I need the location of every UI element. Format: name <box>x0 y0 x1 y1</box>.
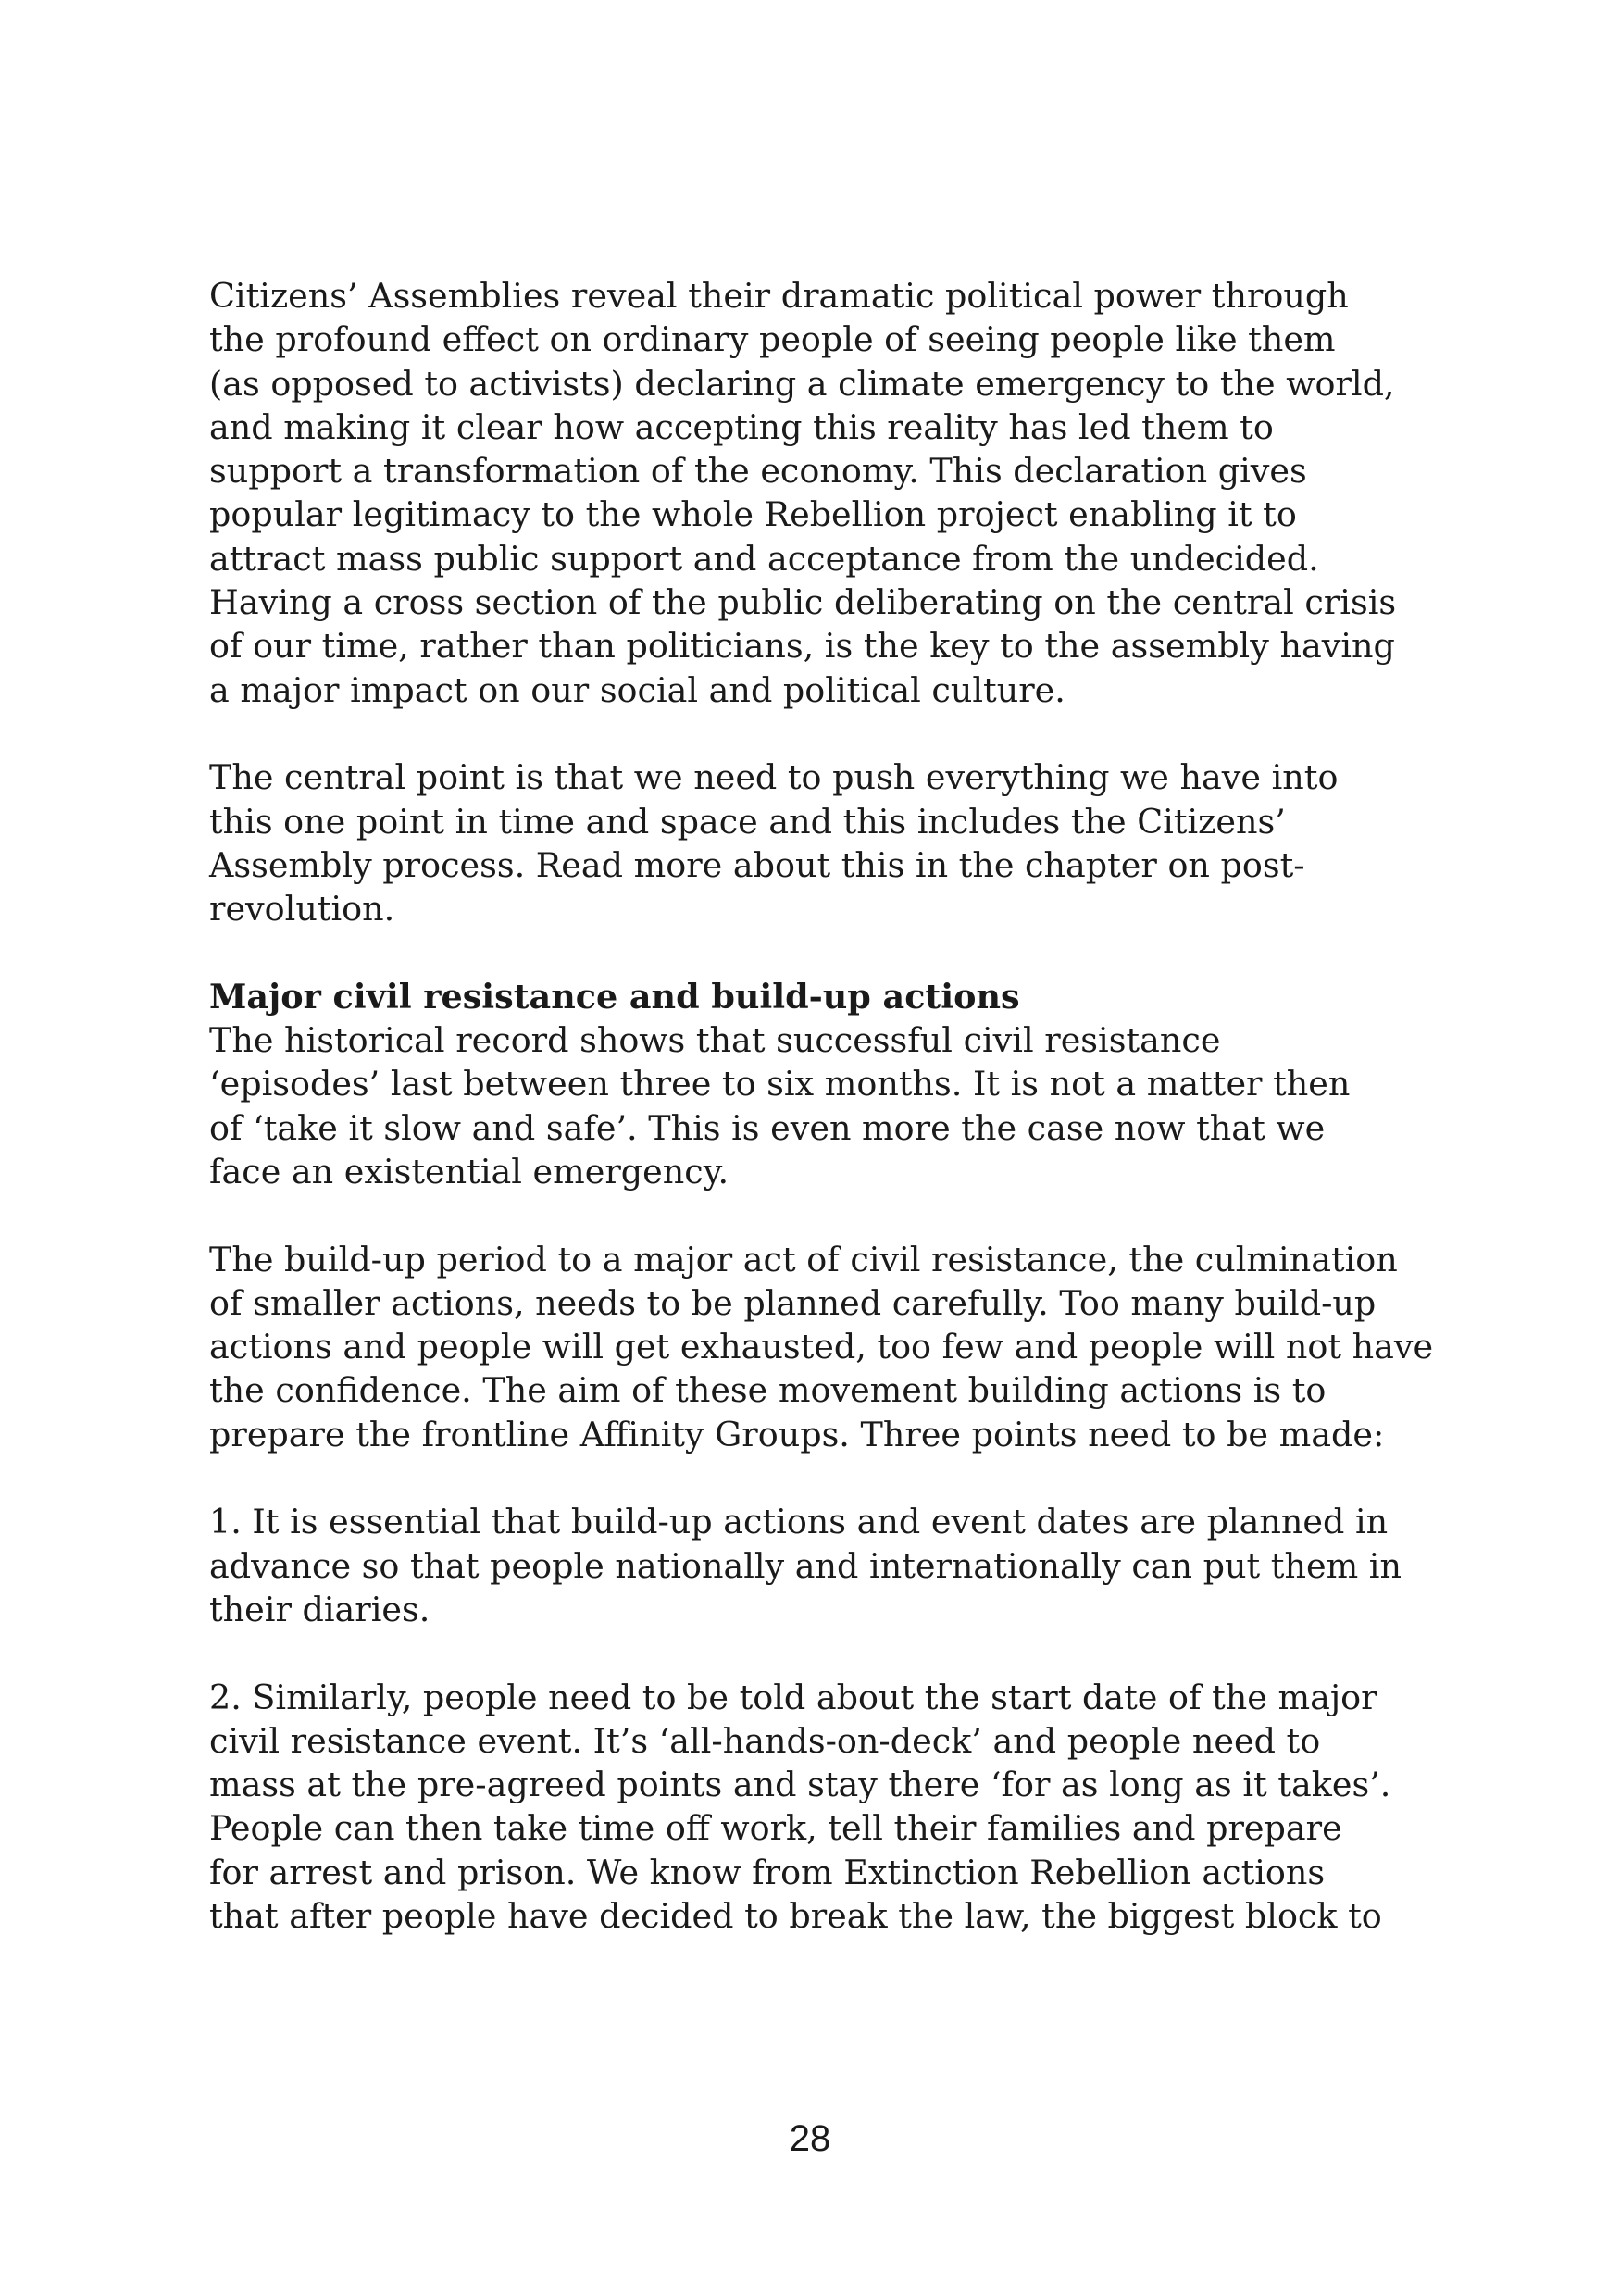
text-line: ‘episodes’ last between three to six months. It is not a matter then <box>209 1064 1351 1104</box>
text-line: and making it clear how accepting this reality has led them to <box>209 406 1274 447</box>
paragraph-central-point <box>209 755 1450 930</box>
text-line: the confidence. The aim of these movement building actions is to <box>209 1370 1327 1411</box>
paragraph-citizens-assemblies <box>209 274 1450 712</box>
text-line: Assembly process. Read more about this in the chapter on post- <box>209 844 1305 885</box>
section-heading: Major civil resistance and build-up actions <box>209 976 1020 1017</box>
text-line: mass at the pre-agreed points and stay there ‘for as long as it takes’. <box>209 1765 1391 1805</box>
text-line: (as opposed to activists) declaring a climate emergency to the world, <box>209 363 1395 404</box>
list-item-1 <box>209 1500 1450 1631</box>
text-line: this one point in time and space and this includes the Citizens’ <box>209 801 1286 842</box>
body-text <box>209 274 1450 1982</box>
text-line: People can then take time off work, tell their families and prepare <box>209 1808 1342 1849</box>
text-line: for arrest and prison. We know from Extinction Rebellion actions <box>209 1852 1326 1892</box>
text-line: 1. It is essential that build-up actions and event dates are planned in <box>209 1502 1389 1542</box>
paragraph-build-up-period <box>209 1238 1450 1456</box>
text-line: civil resistance event. It’s ‘all-hands-on-deck’ and people need to <box>209 1720 1321 1761</box>
text-line: a major impact on our social and political culture. <box>209 669 1065 710</box>
text-line: attract mass public support and acceptance from the undecided. <box>209 538 1319 579</box>
text-line: their diaries. <box>209 1589 430 1629</box>
text-line: The build-up period to a major act of civil resistance, the culmination <box>209 1239 1398 1279</box>
text-line: The central point is that we need to push everything we have into <box>209 757 1339 798</box>
text-line: of ‘take it slow and safe’. This is even more the case now that we <box>209 1107 1326 1148</box>
text-line: The historical record shows that successful civil resistance <box>209 1020 1221 1061</box>
text-line: 2. Similarly, people need to be told about the start date of the major <box>209 1677 1377 1717</box>
page-number: 28 <box>789 2118 831 2159</box>
text-line: prepare the frontline Affinity Groups. Three points need to be made: <box>209 1414 1385 1454</box>
text-line: of smaller actions, needs to be planned carefully. Too many build-up <box>209 1282 1377 1323</box>
text-line: revolution. <box>209 889 395 930</box>
text-line: advance so that people nationally and internationally can put them in <box>209 1545 1402 1586</box>
text-line: of our time, rather than politicians, is the key to the assembly having <box>209 626 1395 667</box>
text-line: actions and people will get exhausted, too few and people will not have <box>209 1327 1434 1367</box>
text-line: support a transformation of the economy. This declaration gives <box>209 451 1307 492</box>
text-line: the profound effect on ordinary people of seeing people like them <box>209 319 1336 360</box>
text-line: face an existential emergency. <box>209 1151 729 1192</box>
text-line: Citizens’ Assemblies reveal their dramatic political power through <box>209 276 1349 316</box>
list-item-2 <box>209 1676 1450 1939</box>
text-line: that after people have decided to break the law, the biggest block to <box>209 1895 1382 1936</box>
text-line: popular legitimacy to the whole Rebellion project enabling it to <box>209 494 1297 535</box>
section-major-civil-resistance <box>209 975 1450 1193</box>
text-line: Having a cross section of the public deliberating on the central crisis <box>209 582 1397 623</box>
